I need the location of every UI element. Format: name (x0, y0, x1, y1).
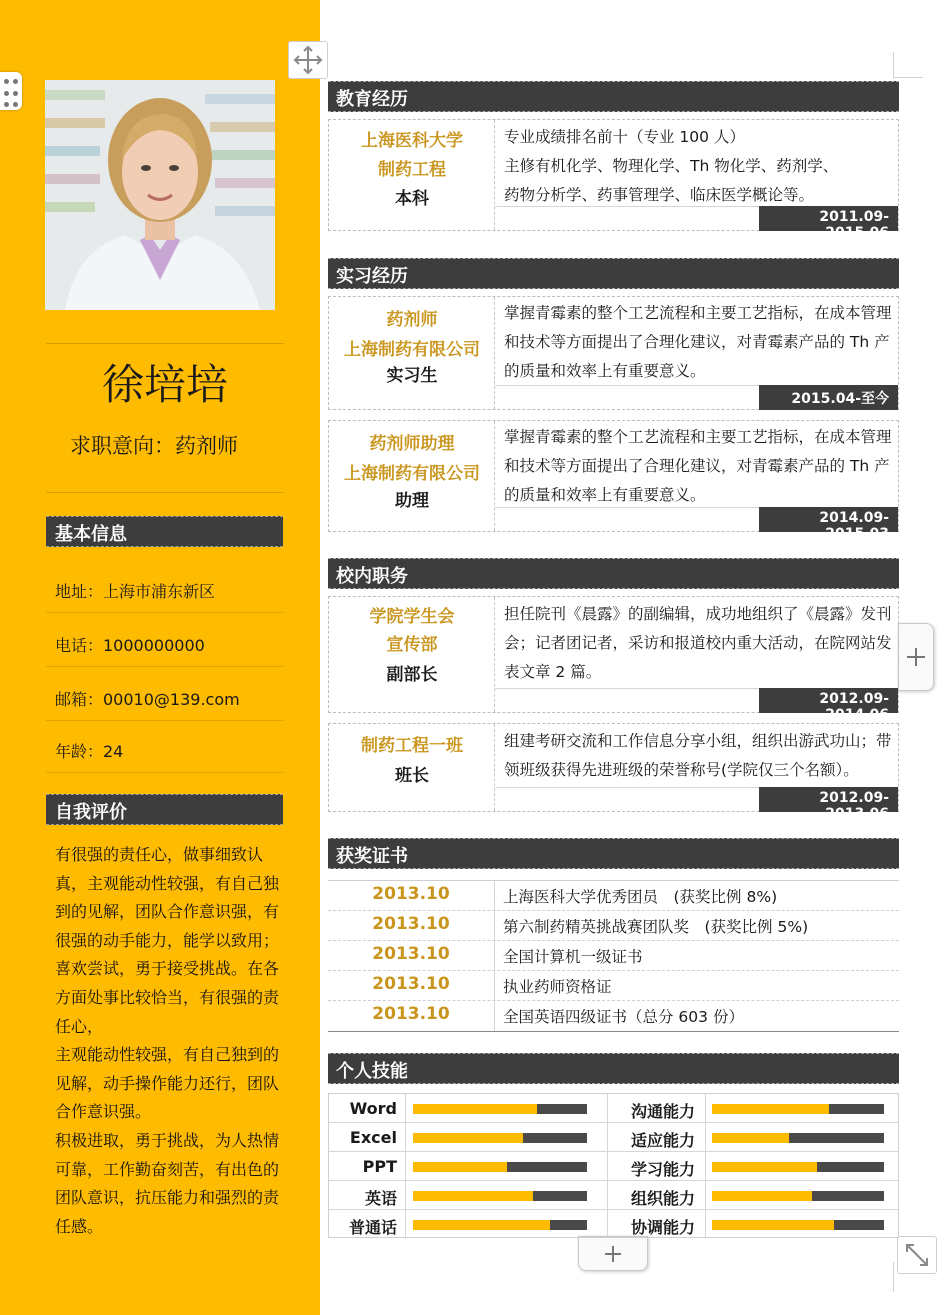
skill-label: 普通话 (348, 1218, 397, 1237)
award-year: 2013.10 (372, 1004, 450, 1024)
internship-description: 掌握青霉素的整个工艺流程和主要工艺指标，在成本管理和技术等方面提出了合理化建议，对青霉素产品的 Th 产的质量和效率上有重要意义。 (504, 304, 892, 380)
info-phone: 电话：1000000000 (46, 613, 283, 667)
skill-row (329, 1094, 898, 1123)
skill-row (329, 1123, 898, 1152)
job-intention: 求职意向：药剂师 (70, 434, 238, 458)
move-arrows-icon[interactable] (288, 41, 328, 79)
skill-bar-fill (712, 1162, 817, 1172)
internship-heading: 实习经历 (328, 258, 899, 289)
skill-bar (712, 1133, 884, 1143)
page-corner-mark (893, 1262, 894, 1292)
organization: 制药工程一班 (361, 736, 463, 756)
skill-bar (712, 1220, 884, 1230)
date-badge: 2011.09-2015.06 (759, 206, 898, 231)
school-name: 上海医科大学 (361, 131, 463, 151)
skill-bar-fill (712, 1191, 812, 1201)
award-name: 全国计算机一级证书 (503, 948, 643, 966)
skill-row (329, 1210, 898, 1239)
department: 宣传部 (386, 635, 438, 655)
resize-arrows-icon[interactable] (897, 1236, 937, 1274)
name-box (46, 343, 284, 493)
skill-label: Word (349, 1099, 397, 1118)
drag-grip-icon[interactable] (0, 72, 22, 110)
major-name: 制药工程 (378, 160, 446, 180)
education-entry (328, 119, 899, 241)
skill-label: 组织能力 (630, 1189, 695, 1208)
job-title: 药剂师 (386, 310, 438, 330)
skill-bar (712, 1191, 884, 1201)
skill-bar-fill (413, 1220, 550, 1230)
education-heading: 教育经历 (328, 81, 899, 112)
award-row (328, 941, 899, 971)
skill-label: 英语 (364, 1189, 397, 1208)
skill-bar (413, 1220, 587, 1230)
date-badge: 2015.04-至今 (759, 385, 898, 410)
skill-label: 协调能力 (630, 1218, 695, 1237)
skill-label: 适应能力 (630, 1131, 695, 1150)
position: 班长 (395, 766, 429, 786)
skill-bar-fill (413, 1191, 533, 1201)
skill-bar (413, 1162, 587, 1172)
candidate-name: 徐培培 (101, 360, 228, 409)
skill-bar-fill (413, 1162, 507, 1172)
self-eval-paragraph: 主观能动性较强，有自己独到的见解，动手操作能力还行，团队合作意识强。 (55, 1045, 280, 1122)
self-eval-paragraph: 有很强的责任心，做事细致认真，主观能动性较强，有自己独到的见解，团队合作意识强，有很强的动手能力，能学以致用；喜欢尝试，勇于接受挑战。在各方面处事比较恰当，有很强的责任心， (55, 845, 280, 1036)
campus-entry (328, 596, 899, 723)
award-row (328, 1001, 899, 1031)
skill-bar-fill (712, 1220, 834, 1230)
self-eval-paragraph: 积极进取，勇于挑战，为人热情可靠，工作勤奋刻苦，有出色的团队意识，抗压能力和强烈的责任感。 (55, 1130, 280, 1236)
date-badge: 2012.09-2014.06 (759, 688, 898, 713)
position: 副部长 (386, 665, 438, 685)
skill-bar-fill (712, 1133, 789, 1143)
skill-bar (712, 1104, 884, 1114)
campus-heading: 校内职务 (328, 558, 899, 589)
award-row (328, 911, 899, 941)
skill-row (329, 1152, 898, 1181)
campus-description: 组建考研交流和工作信息分享小组，组织出游武功山；带领班级获得先进班级的荣誉称号(学院仅三个名额）。 (504, 732, 892, 779)
skill-bar (413, 1133, 587, 1143)
award-year: 2013.10 (372, 974, 450, 994)
skill-bar (712, 1162, 884, 1172)
internship-entry (328, 296, 899, 410)
internship-entry (328, 420, 899, 542)
company-name: 上海制药有限公司 (344, 340, 480, 360)
awards-table (328, 880, 899, 1032)
organization: 学院学生会 (369, 607, 455, 627)
sidebar (0, 0, 320, 1315)
skills-heading: 个人技能 (328, 1053, 899, 1084)
profile-photo (45, 80, 275, 310)
skill-label: 沟通能力 (630, 1102, 695, 1121)
skill-row (329, 1181, 898, 1210)
skill-label: Excel (349, 1128, 397, 1147)
campus-description: 担任院刊《晨露》的副编辑，成功地组织了《晨露》发刊会；记者团记者，采访和报道校内重大活动，在院网站发表文章 2 篇。 (504, 605, 892, 681)
award-year: 2013.10 (372, 884, 450, 904)
self-eval-heading: 自我评价 (46, 794, 283, 825)
campus-entry (328, 723, 899, 822)
job-title: 药剂师助理 (369, 434, 455, 454)
skill-bar-fill (413, 1133, 523, 1143)
page-corner-mark (893, 77, 923, 78)
skill-bar-fill (413, 1104, 537, 1114)
position: 助理 (395, 491, 429, 511)
company-name: 上海制药有限公司 (344, 464, 480, 484)
self-evaluation-text (55, 841, 280, 1241)
degree: 本科 (395, 189, 429, 209)
skill-bar-fill (712, 1104, 829, 1114)
internship-description: 掌握青霉素的整个工艺流程和主要工艺指标，在成本管理和技术等方面提出了合理化建议，对青霉素产品的 Th 产的质量和效率上有重要意义。 (504, 428, 892, 504)
awards-heading: 获奖证书 (328, 838, 899, 869)
skill-bar (413, 1191, 587, 1201)
add-column-button[interactable] (898, 623, 934, 691)
info-age: 年龄：24 (46, 719, 283, 773)
skill-bar (413, 1104, 587, 1114)
award-name: 上海医科大学优秀团员 (获奖比例 8%) (503, 888, 778, 906)
award-name: 执业药师资格证 (503, 978, 612, 996)
award-year: 2013.10 (372, 944, 450, 964)
position: 实习生 (386, 366, 438, 386)
award-year: 2013.10 (372, 914, 450, 934)
info-email: 邮箱：00010@139.com (46, 667, 283, 721)
info-address: 地址：上海市浦东新区 (46, 559, 283, 613)
award-name: 第六制药精英挑战赛团队奖 (获奖比例 5%) (503, 918, 809, 936)
date-badge: 2012.09-2013.06 (759, 787, 898, 812)
award-row (328, 881, 899, 911)
skills-table (328, 1093, 899, 1238)
date-badge: 2014.09-2015.03 (759, 507, 898, 532)
skill-label: 学习能力 (630, 1160, 695, 1179)
skill-label: PPT (362, 1157, 397, 1176)
basic-info-heading: 基本信息 (46, 516, 283, 547)
award-name: 全国英语四级证书（总分 603 份） (503, 1008, 744, 1026)
award-row (328, 971, 899, 1001)
page-corner-mark (893, 52, 894, 78)
education-description: 专业成绩排名前十（专业 100 人） 主修有机化学、物理化学、Th 物化学、药剂学、 药物分析学、药事管理学、临床医学概论等。 (504, 128, 839, 204)
add-row-button[interactable] (578, 1236, 648, 1271)
